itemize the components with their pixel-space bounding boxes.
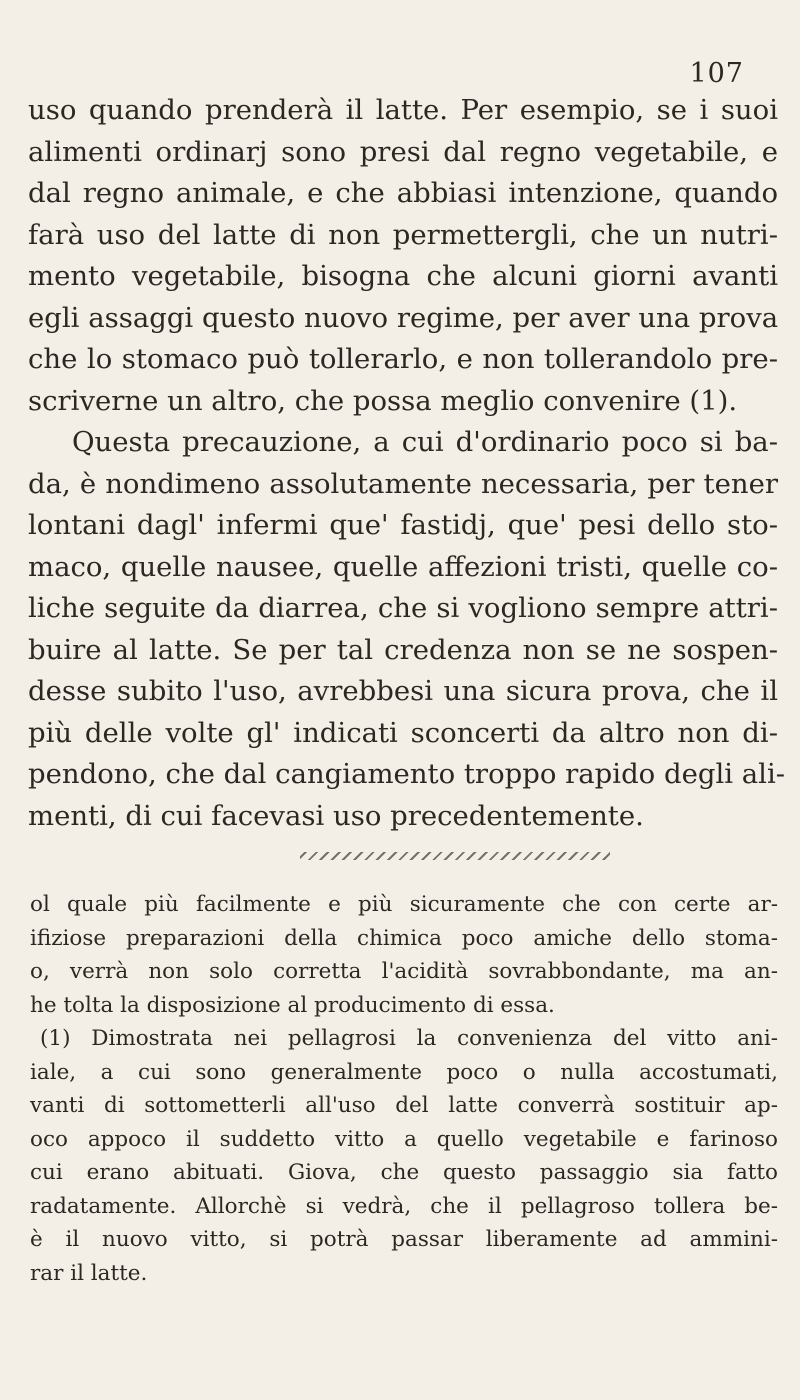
text-line: farà uso del latte di non permettergli, che un nutri- bbox=[28, 218, 778, 251]
footnote-line: vanti di sottometterli all'uso del latte converrà sostituir ap- bbox=[30, 1093, 778, 1118]
text-line: dal regno animale, e che abbiasi intenzione, quando bbox=[28, 177, 778, 209]
paragraph-start-line: Questa precauzione, a cui d'ordinario poco si ba- bbox=[72, 426, 778, 458]
footnote-line: ol quale più facilmente e più sicuramente che con certe ar- bbox=[30, 892, 778, 917]
text-line: egli assaggi questo nuovo regime, per aver una prova bbox=[28, 301, 779, 334]
text-line: alimenti ordinarj sono presi dal regno vegetabile, e bbox=[28, 135, 778, 168]
text-line: desse subito l'uso, avrebbesi una sicura prova, che il bbox=[28, 675, 778, 707]
text-line: lontani dagl' infermi que' fastidj, que' pesi dello sto- bbox=[28, 509, 778, 541]
footnote-line: o, verrà non solo corretta l'acidità sovrabbondante, ma an- bbox=[30, 959, 778, 984]
text-line: mento vegetabile, bisogna che alcuni giorni avanti bbox=[28, 260, 778, 292]
footnote-line: he tolta la disposizione al producimento di essa. bbox=[30, 992, 555, 1018]
ornamental-divider bbox=[300, 852, 610, 860]
footnote-line: oco appoco il suddetto vitto a quello vegetabile e farinoso bbox=[30, 1126, 778, 1152]
footnote-line: iale, a cui sono generalmente poco o nulla accostumati, bbox=[30, 1059, 778, 1085]
footnotes-block bbox=[30, 888, 778, 1290]
text-line: pendono, che dal cangiamento troppo rapido degli ali- bbox=[28, 758, 786, 790]
footnote-start-line: (1) Dimostrata nei pellagrosi la convenienza del vitto ani- bbox=[40, 1026, 778, 1051]
text-line: da, è nondimeno assolutamente necessaria, per tener bbox=[28, 467, 778, 500]
text-line: uso quando prenderà il latte. Per esempio, se i suoi bbox=[28, 94, 778, 126]
footnote-line: radatamente. Allorchè si vedrà, che il pellagroso tollera be- bbox=[30, 1193, 778, 1219]
page-number: 107 bbox=[689, 58, 744, 89]
text-line: più delle volte gl' indicati sconcerti da altro non di- bbox=[28, 716, 778, 749]
footnote-line: rar il latte. bbox=[30, 1260, 148, 1286]
main-text-block bbox=[28, 90, 786, 837]
footnote-line: cui erano abituati. Giova, che questo passaggio sia fatto bbox=[30, 1160, 778, 1185]
text-line: maco, quelle nausee, quelle affezioni tristi, quelle co- bbox=[28, 550, 778, 583]
text-line: menti, di cui facevasi uso precedentemente. bbox=[28, 799, 644, 832]
footnote-line: è il nuovo vitto, si potrà passar liberamente ad ammini- bbox=[30, 1227, 778, 1252]
footnote-line: ifiziose preparazioni della chimica poco amiche dello stoma- bbox=[30, 925, 778, 951]
text-line: buire al latte. Se per tal credenza non se ne sospen- bbox=[28, 633, 778, 666]
text-line: liche seguite da diarrea, che si vogliono sempre attri- bbox=[28, 592, 778, 624]
text-line: che lo stomaco può tollerarlo, e non tollerandolo pre- bbox=[28, 343, 778, 375]
text-line: scriverne un altro, che possa meglio convenire (1). bbox=[28, 384, 738, 417]
